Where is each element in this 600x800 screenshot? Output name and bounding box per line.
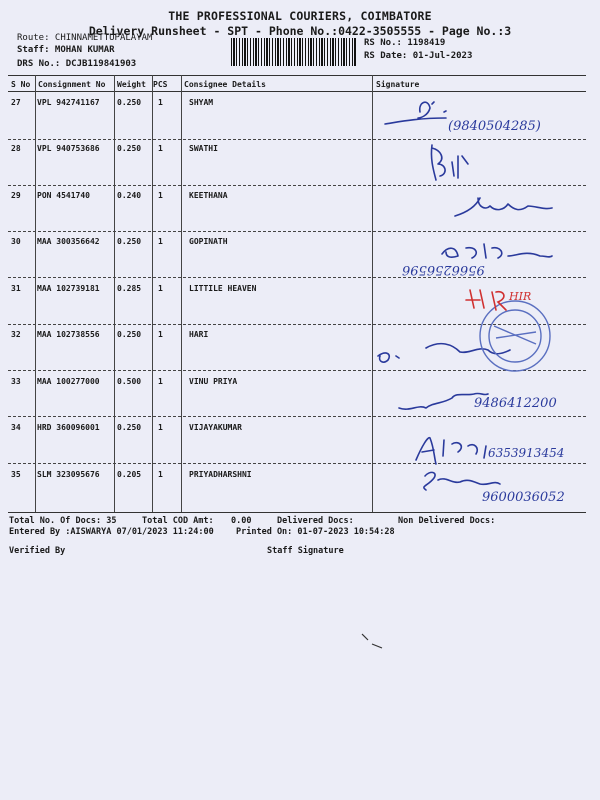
handwritten-phone: 6353913454 [488,446,565,460]
row-consignment-no: PON 4541740 [37,191,90,200]
row-sno: 28 [11,144,21,153]
delivery-stamp [480,301,550,371]
row-pcs: 1 [158,237,163,246]
printed-on: Printed On: 01-07-2023 10:54:28 [236,527,395,537]
row-pcs: 1 [158,144,163,153]
row-pcs: 1 [158,470,163,479]
signature-scribble [416,438,486,464]
row-weight: 0.250 [117,423,142,432]
signature-scribble [455,198,552,216]
row-weight: 0.250 [117,98,142,107]
row-consignee: PRIYADHARSHNI [189,470,252,479]
handwritten-note: HIR [509,290,532,303]
row-sno: 34 [11,423,21,432]
row-consignment-no: VPL 942741167 [37,98,100,107]
total-docs: Total No. Of Docs: 35 [9,516,117,526]
row-sno: 32 [11,330,21,339]
staff-signature-label: Staff Signature [267,546,344,556]
rs-number: RS No.: 1198419 [364,38,446,48]
row-sno: 29 [11,191,21,200]
row-weight: 0.240 [117,191,142,200]
red-ink-mark [466,290,506,310]
signature-scribble [424,472,500,490]
row-sno: 33 [11,377,21,386]
row-consignee: HARI [189,330,209,339]
non-delivered-docs: Non Delivered Docs: [398,516,496,526]
handwritten-phone: (9840504285) [448,119,541,134]
row-consignment-no: SLM 323095676 [37,470,100,479]
col-header-signature: Signature [376,80,420,89]
row-weight: 0.285 [117,284,142,293]
row-consignee: GOPINATH [189,237,228,246]
signature-scribble [378,344,510,362]
row-weight: 0.250 [117,330,142,339]
row-sno: 27 [11,98,21,107]
row-consignment-no: MAA 102739181 [37,284,100,293]
row-consignee: VIJAYAKUMAR [189,423,242,432]
row-consignee: LITTILE HEAVEN [189,284,257,293]
col-header-consignee: Consignee Details [184,80,266,89]
row-consignee: SHYAM [189,98,214,107]
row-pcs: 1 [158,284,163,293]
verified-by: Verified By [9,546,66,556]
row-consignee: VINU PRIYA [189,377,238,386]
row-pcs: 1 [158,191,163,200]
col-header-pcs: PCS [153,80,168,89]
stray-mark [362,634,382,648]
total-cod-value: 0.00 [231,516,252,526]
col-header-sno: S No [11,80,31,89]
handwritten-phone: 9600036052 [482,490,565,505]
row-weight: 0.250 [117,237,142,246]
runsheet-subtitle: Delivery Runsheet - SPT - Phone No.:0422-3505555 - Page No.:3 [88,24,512,38]
row-consignment-no: MAA 300356642 [37,237,100,246]
row-weight: 0.250 [117,144,142,153]
delivered-docs: Delivered Docs: [277,516,354,526]
company-title: THE PROFESSIONAL COURIERS, COIMBATORE [168,9,432,23]
row-consignee: SWATHI [189,144,218,153]
signature-scribble [431,145,468,180]
rs-date: RS Date: 01-Jul-2023 [364,51,473,61]
row-consignment-no: HRD 360096001 [37,423,100,432]
row-consignee: KEETHANA [189,191,228,200]
row-pcs: 1 [158,377,163,386]
row-sno: 35 [11,470,21,479]
route-label: Route: CHINNAMETTUPALAYAM [17,33,153,43]
row-consignment-no: MAA 100277000 [37,377,100,386]
row-consignment-no: VPL 940753686 [37,144,100,153]
row-weight: 0.500 [117,377,142,386]
col-header-weight: Weight [117,80,146,89]
handwritten-phone: 9486412200 [474,396,557,411]
row-sno: 31 [11,284,21,293]
signature-scribble [385,102,446,124]
row-weight: 0.205 [117,470,142,479]
drs-number: DRS No.: DCJB119841903 [17,59,137,69]
row-pcs: 1 [158,98,163,107]
handwritten-phone: 9566256596 [402,262,485,277]
row-consignment-no: MAA 102738556 [37,330,100,339]
signature-scribble [442,244,552,258]
row-pcs: 1 [158,423,163,432]
row-pcs: 1 [158,330,163,339]
total-cod-label: Total COD Amt: [142,516,214,526]
entered-by: Entered By :AISWARYA 07/01/2023 11:24:00 [9,527,214,537]
staff-label: Staff: MOHAN KUMAR [17,45,115,55]
row-sno: 30 [11,237,21,246]
col-header-consignment: Consignment No [38,80,106,89]
